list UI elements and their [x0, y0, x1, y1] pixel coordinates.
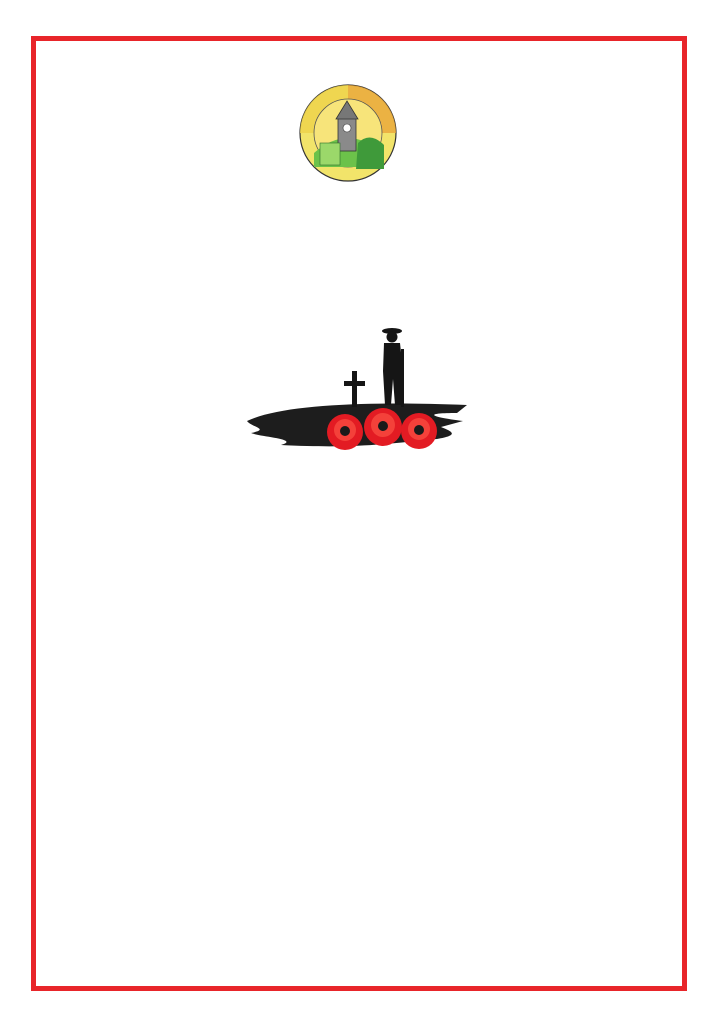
poster-frame [31, 36, 687, 991]
